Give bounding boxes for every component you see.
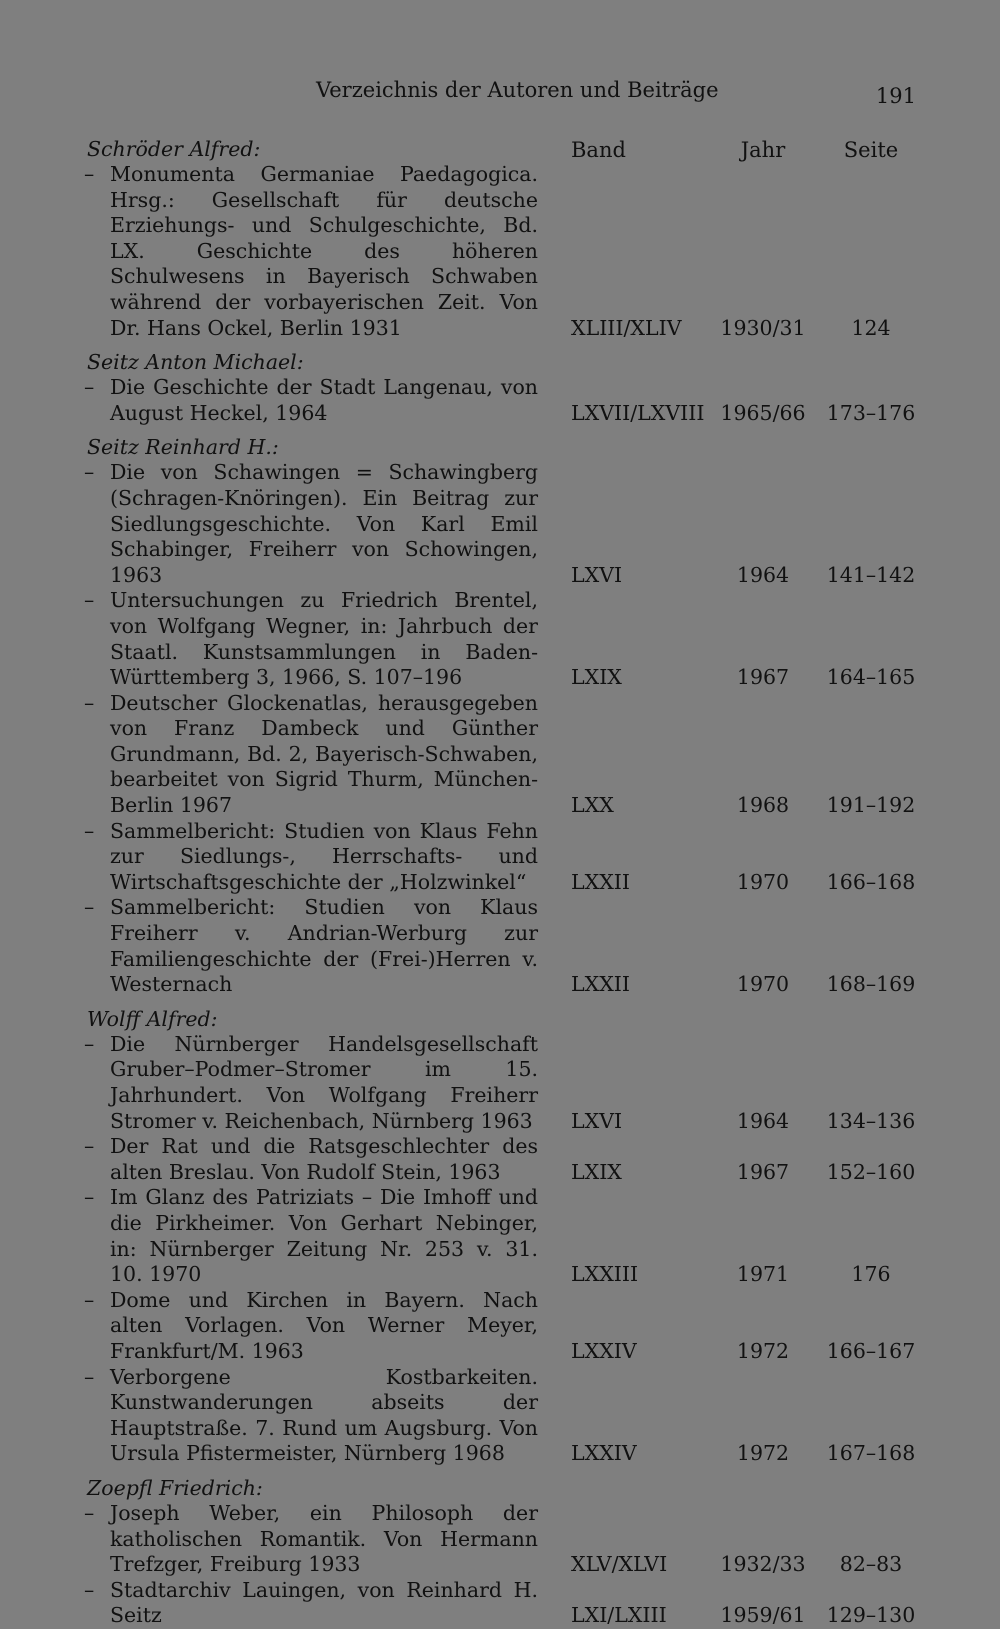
author-name: Schröder Alfred: <box>87 137 261 161</box>
entry-title: Monumenta Germaniae Paedagogica. Hrsg.: Gesellschaft für deutsche Erziehungs- und Schulgeschichte, Bd. LX. Geschichte des höheren Schulwesens in Bayerisch Schwaben während der vorbayerischen Zeit. Von Dr. Hans Ockel, Berlin 1931 <box>110 162 538 340</box>
author-name: Seitz Reinhard H.: <box>87 435 279 460</box>
entry-jahr: 1970 <box>736 972 790 997</box>
entry-dash: – <box>84 1185 95 1210</box>
entry-dash: – <box>84 1577 95 1602</box>
entry <box>0 460 1000 588</box>
entry-meta <box>0 316 1000 342</box>
entry-dash: – <box>84 588 95 613</box>
entry-jahr: 1932/33 <box>720 1552 806 1577</box>
entry-band: LXXIV <box>571 1338 637 1363</box>
author-block <box>0 1475 1000 1629</box>
entry-title: Joseph Weber, ein Philosoph der katholischen Romantik. Von Hermann Trefzger, Freiburg 1933 <box>110 1500 538 1577</box>
entry-dash: – <box>84 460 95 485</box>
entry-jahr: 1964 <box>736 562 790 587</box>
entry-title: Verborgene Kostbarkeiten. Kunstwanderungen abseits der Hauptstraße. 7. Rund um Augsburg. Von Ursula Pfistermeister, Nürnberg 1968 <box>110 1364 538 1466</box>
entry-dash: – <box>84 1364 95 1389</box>
entry-title: Sammelbericht: Studien von Klaus Fehn zur Siedlungs-, Herrschafts- und Wirtschaftsgeschichte der „Holzwinkel“ <box>110 818 538 894</box>
entry-seite: 124 <box>851 315 891 340</box>
entry-meta <box>0 1552 1000 1578</box>
entry-dash: – <box>84 895 95 920</box>
entry-band: LXVI <box>571 562 623 587</box>
entry-seite: 152–160 <box>826 1159 916 1184</box>
author-name: Seitz Anton Michael: <box>87 350 304 375</box>
entry-meta <box>0 793 1000 819</box>
entry <box>0 375 1000 426</box>
entry <box>0 1501 1000 1578</box>
entry-title: Sammelbericht: Studien von Klaus Freiherr v. Andrian-Werburg zur Familiengeschichte der (Frei-)Herren v. Westernach <box>110 895 538 997</box>
entry <box>0 1134 1000 1185</box>
entry <box>0 895 1000 997</box>
entry-seite: 134–136 <box>826 1108 916 1133</box>
entry <box>0 691 1000 819</box>
entry-dash: – <box>84 690 95 715</box>
entry-seite: 141–142 <box>826 562 916 587</box>
entry-seite: 82–83 <box>839 1552 903 1577</box>
entry-title: Im Glanz des Patriziats – Die Imhoff und die Pirkheimer. Von Gerhart Nebinger, in: Nürnberger Zeitung Nr. 253 v. 31. 10. 1970 <box>110 1185 538 1287</box>
entry-jahr: 1972 <box>736 1338 790 1363</box>
entry-band: LXIX <box>571 665 622 690</box>
entry <box>0 1185 1000 1287</box>
entry-seite: 129–130 <box>826 1603 916 1628</box>
entry-seite: 191–192 <box>826 793 916 818</box>
author-name: Wolff Alfred: <box>87 1006 218 1031</box>
entry-seite: 176 <box>851 1262 891 1287</box>
entry-band: LXIX <box>571 1159 622 1184</box>
entry-dash: – <box>84 1287 95 1312</box>
entry-band: LXVI <box>571 1108 623 1133</box>
entry-dash: – <box>84 1031 95 1056</box>
entry-seite: 166–167 <box>826 1338 916 1363</box>
entry-band: LXX <box>571 793 614 818</box>
entry-dash: – <box>84 1134 95 1159</box>
entry-meta <box>0 1339 1000 1365</box>
entry-title: Untersuchungen zu Friedrich Brentel, von Wolfgang Wegner, in: Jahrbuch der Staatl. Kunstsammlungen in Baden-Württemberg 3, 1966, S. 107–196 <box>110 588 538 690</box>
entry-title: Stadtarchiv Lauingen, von Reinhard H. Seitz <box>110 1577 538 1628</box>
entry-jahr: 1965/66 <box>720 400 806 425</box>
entry-meta <box>0 401 1000 427</box>
entry-meta <box>0 1603 1000 1629</box>
entry-jahr: 1967 <box>736 1159 790 1184</box>
entry <box>0 162 1000 341</box>
entry-band: LXVII/LXVIII <box>571 400 705 425</box>
entry-jahr: 1964 <box>736 1108 790 1133</box>
entry-band: LXXIV <box>571 1441 637 1466</box>
entry-meta <box>0 1262 1000 1288</box>
page-number: 191 <box>875 84 916 108</box>
entry-title: Die Nürnberger Handelsgesellschaft Gruber–Podmer–Stromer im 15. Jahrhundert. Von Wolfgang Freiherr Stromer v. Reichenbach, Nürnberg 1963 <box>110 1031 538 1133</box>
entry-title: Dome und Kirchen in Bayern. Nach alten Vorlagen. Von Werner Meyer, Frankfurt/M. 1963 <box>110 1287 538 1363</box>
entry-dash: – <box>84 162 95 186</box>
entry <box>0 819 1000 896</box>
entry-jahr: 1959/61 <box>720 1603 806 1628</box>
entry-band: XLV/XLVI <box>571 1552 668 1577</box>
entry <box>0 588 1000 690</box>
entry-jahr: 1968 <box>736 793 790 818</box>
entry-title: Der Rat und die Ratsgeschlechter des alten Breslau. Von Rudolf Stein, 1963 <box>110 1134 538 1184</box>
author-index <box>0 136 1000 1629</box>
entry-dash: – <box>84 818 95 843</box>
entry-meta <box>0 972 1000 998</box>
entry <box>0 1032 1000 1134</box>
entry-jahr: 1930/31 <box>720 315 806 340</box>
entry-seite: 167–168 <box>826 1441 916 1466</box>
column-header-band: Band <box>571 138 626 162</box>
author-block <box>0 136 1000 341</box>
entry-jahr: 1967 <box>736 665 790 690</box>
entry-title: Deutscher Glockenatlas, herausgegeben von Franz Dambeck und Günther Grundmann, Bd. 2, Bayerisch-Schwaben, bearbeitet von Sigrid Thurm, München-Berlin 1967 <box>110 690 538 818</box>
entry-seite: 173–176 <box>826 400 916 425</box>
entry-seite: 164–165 <box>826 665 916 690</box>
entry <box>0 1578 1000 1629</box>
entry-jahr: 1970 <box>736 869 790 894</box>
page-header <box>0 78 1000 108</box>
entry-meta <box>0 1441 1000 1467</box>
entry-seite: 166–168 <box>826 869 916 894</box>
entry-band: LXXII <box>571 972 630 997</box>
author-name: Zoepfl Friedrich: <box>87 1475 263 1500</box>
entry <box>0 1288 1000 1365</box>
entry-jahr: 1971 <box>736 1262 790 1287</box>
entry-meta <box>0 1109 1000 1135</box>
column-header-jahr: Jahr <box>740 138 786 162</box>
author-block <box>0 1006 1000 1467</box>
entry-meta <box>0 563 1000 589</box>
entry-band: LXXIII <box>571 1262 639 1287</box>
entry-jahr: 1972 <box>736 1441 790 1466</box>
entry-meta <box>0 665 1000 691</box>
entry-title: Die von Schawingen = Schawingberg (Schragen-Knöringen). Ein Beitrag zur Siedlungsgeschichte. Von Karl Emil Schabinger, Freiherr von Schowingen, 1963 <box>110 460 538 587</box>
entry-seite: 168–169 <box>826 972 916 997</box>
entry-meta <box>0 870 1000 896</box>
author-block <box>0 434 1000 997</box>
entry-band: LXI/LXIII <box>571 1603 667 1628</box>
entry-band: LXXII <box>571 869 630 894</box>
entry-band: XLIII/XLIV <box>571 315 682 340</box>
entry-title: Die Geschichte der Stadt Langenau, von August Heckel, 1964 <box>110 375 538 425</box>
running-title: Verzeichnis der Autoren und Beiträge <box>316 78 719 102</box>
entry <box>0 1365 1000 1467</box>
entry-meta <box>0 1160 1000 1186</box>
column-header-seite: Seite <box>843 138 899 162</box>
author-block <box>0 349 1000 426</box>
entry-dash: – <box>84 1500 95 1525</box>
entry-dash: – <box>84 375 95 400</box>
